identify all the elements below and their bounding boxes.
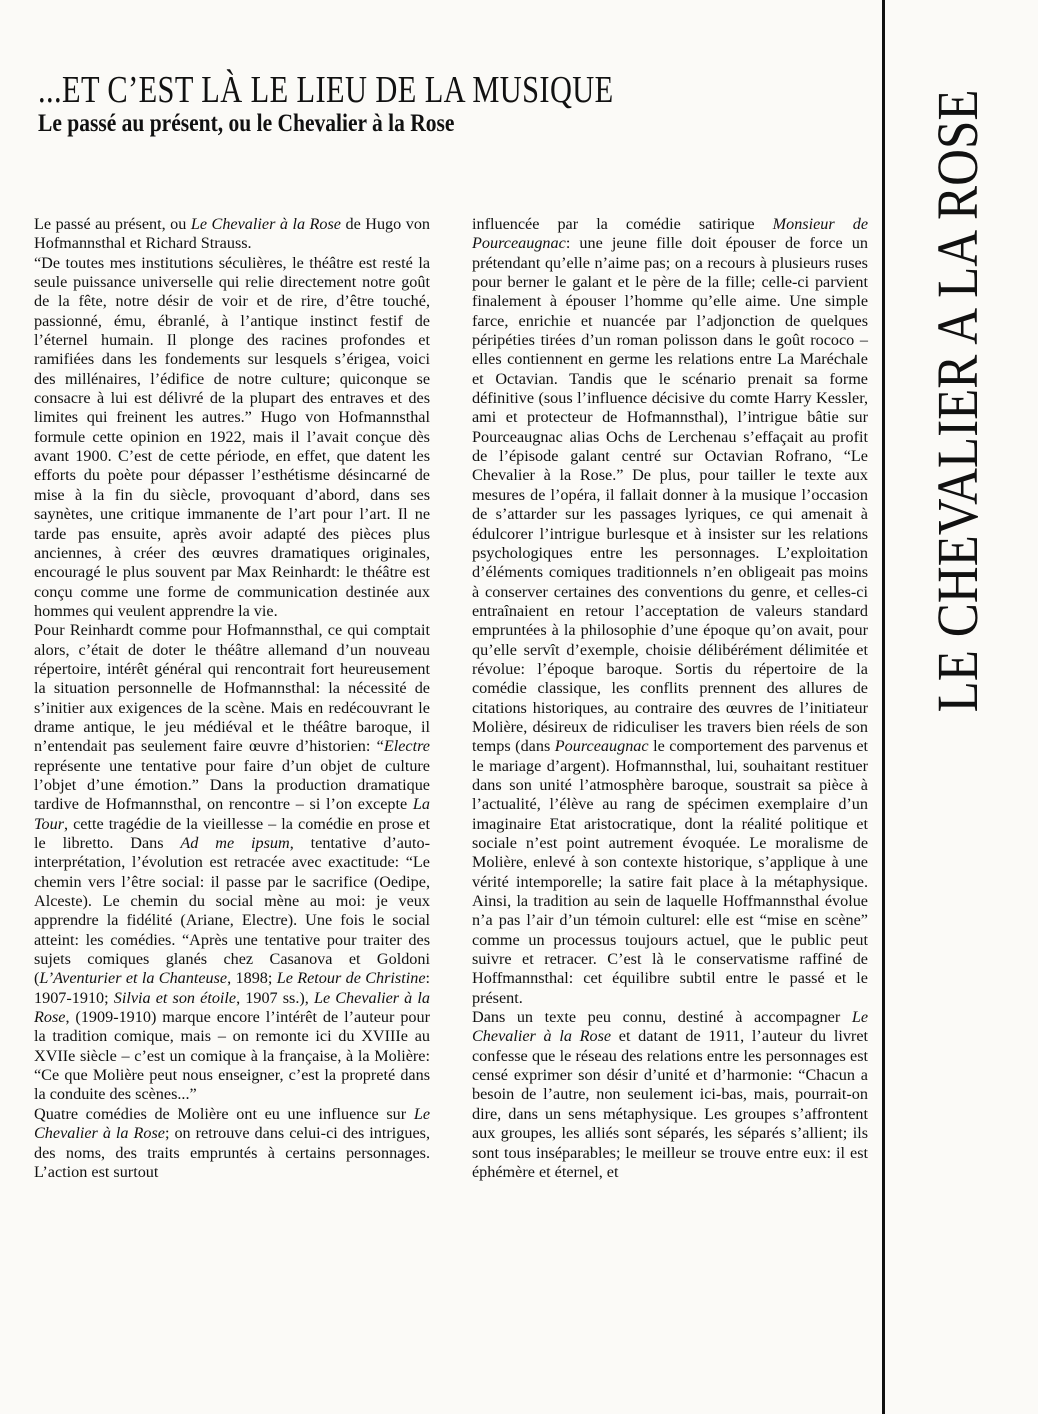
body-text: , 1898; [227, 969, 277, 988]
body-text: Pour Reinhardt comme pour Hofmannsthal, ce qui comptait alors, c’était de doter le théâtre allemand d’un nouveau répertoire, intérêt général qui rencontrait fort heureusement la situation personnelle de Hofmannsthal: la nécessité de s’initier aux exigences de la scène. Mais en redécouvrant le drame antique, le jeu médiéval et le théâtre baroque, il n’entendait pas seulement faire œuvre d’historien: “ [34, 621, 430, 756]
italic-title-text: Monsieur de Pourceaugnac [472, 215, 869, 253]
spine-title-text: LE CHEVALIER A LA ROSE [925, 89, 990, 713]
spine-title [918, 47, 998, 755]
italic-title-text: Silvia et son étoile [113, 988, 237, 1007]
body-text: , cette tragédie de la vieillesse – la comédie en prose et le libretto. Dans [34, 814, 430, 852]
body-text: Dans un texte peu connu, destiné à accompagner [472, 1008, 852, 1027]
body-text: , tentative d’auto-interprétation, l’évolution est retracée avec exactitude: “Le chemin vers l’être social: il passe par le sacrifice (Oedipe, Alceste). Le chemin du social mène au moi: je veux apprendre la fidélité (Ariane, Electre). Une fois le social atteint: les comédies. “Après une tentative pour traiter des sujets comiques glanés chez Casanova et Goldoni ( [34, 834, 431, 988]
article-paragraph [34, 621, 430, 1105]
body-text: représente une tentative pour faire d’un objet de culture l’objet d’une émotion.” Dans la production dramatique tardive de Hofmannsthal, on rencontre – si l’on excepte [34, 756, 430, 814]
body-text: , 1907 ss.), [236, 988, 314, 1007]
article-header [38, 70, 878, 138]
body-text: ; on retrouve dans celui-ci des intrigues, des noms, des traits empruntés à certains personnages. L’action est surtout [34, 1124, 431, 1181]
article-title: ...ET C’EST LÀ LE LIEU DE LA MUSIQUE [38, 69, 614, 111]
body-text: “De toutes mes institutions séculières, le théâtre est resté la seule puissance universelle qui relie directement notre goût de la fête, notre désir de voir et de rire, d’être touché, passionné, ému, ébranlé, à l’antique instinct festif de l’éternel humain. Il plonge des racines profondes et ramifiées dans les fondements sur lesquels s’érigea, voici des millénaires, l’édifice de notre culture; quiconque se consacre à lui est délivré de la plupart des entraves et des limites qui freinent les autres.” Hugo von Hofmannsthal formule cette opinion en 1922, mais il l’avait conçue dès avant 1900. C’est de cette période, en effet, que datent les efforts du poète pour dépasser l’esthétisme désincarné de mise à la fin du siècle, provoquant d’abord, dans ses saynètes, une critique immanente de l’art pour l’art. Il ne tarde pas ensuite, après avoir adapté des pièces plus anciennes, à créer des œuvres dramatiques originales, encouragé le plus souvent par Max Reinhardt: le théâtre est conçu comme une forme de communication destinée aux hommes qui veulent apprendre la vie. [34, 253, 430, 620]
italic-title-text: La Tour [34, 795, 430, 833]
body-text: influencée par la comédie satirique [472, 215, 773, 233]
italic-title-text: Ad me ipsum [180, 834, 290, 852]
body-text: : une jeune fille doit épouser de force un prétendant qu’elle n’aime pas; on a recours à plusieurs ruses pour berner le galant et le père de la fille; celle-ci parvient finalement à épouser l’homme qu’elle aime. Une simple farce, enrichie et nuancée par l’adjonction de quelques péripéties tirées d’un roman polisson dans le goût rococo – elles contiennent en germe les relations entre La Maréchale et Octavian. Tandis que le scénario prenait sa forme définitive (sous l’influence décisive du comte Harry Kessler, ami et protecteur de Hofmannsthal), l’intrigue bâtie sur Pourceaugnac alias Ochs de Lerchenau s’effaçait au profit de l’épisode galant centré sur Octavian Rofrano, “Le Chevalier à la Rose.” De plus, pour tailler le texte aux mesures de l’opéra, il fallait donner à la musique l’occasion de s’attarder sur les passages lyriques, ce qui amenait à édulcorer l’intrigue burlesque et à insister sur les relations psychologiques entre les personnages. L’exploitation d’éléments comiques traditionnels n’en obligeait pas moins à conserver certaines des conventions du genre, et celles-ci entraînaient en retour l’acceptation de valeurs standard empruntées à la philosophie d’une époque qu’on avait, pour qu’elle servît d’exemple, choisie délibérément délimitée et révolue: l’époque baroque. Sortis du répertoire de la comédie classique, les conflits prennent des allures de citations historiques, au contraire des œuvres de l’initiateur Molière, désireux de ridiculiser les travers bien réels de son temps (dans [472, 234, 868, 756]
article-paragraph [472, 1008, 868, 1182]
italic-title-text: Le Retour de Christine [276, 969, 426, 988]
italic-title-text: Le Chevalier à la Rose [34, 1104, 430, 1143]
vertical-divider-rule [882, 0, 885, 1414]
italic-title-text: Le Chevalier à la Rose [34, 988, 430, 1027]
article-paragraph [34, 254, 430, 622]
spine-title-box [918, 70, 998, 732]
body-text: : 1907-1910; [34, 969, 430, 1007]
article-paragraph [472, 215, 868, 1008]
body-text: le comportement des parvenus et le mariage d’argent). Hofmannsthal, lui, souhaitant restituer dans son unité l’atmosphère baroque, soustrait sa pièce à l’actualité, l’élève au rang de spécimen exemplaire d’un imaginaire Etat aristocratique, dont la réalité politique et sociale n’est point autrement évoquée. Le moralisme de Molière, enlevé à son contexte historique, s’applique à une vérité intemporelle; la satire fait place à la métaphysique. Ainsi, la tradition au sein de laquelle Hoffmannsthal évolue n’a pas l’air d’un témoin culturel: elle est “mise en scène” comme un processus toujours actuel, que le public peut suivre et retracer. C’est là le conservatisme raffiné de Hoffmannsthal: cet équilibre subtil entre le passé et le présent. [472, 737, 869, 1007]
body-text: , (1909-1910) marque encore l’intérêt de l’auteur pour la tradition comique, mais – on remonte ici du XVIIIe au XVIIe siècle – c’est un comique à la française, à la Molière: “Ce que Molière peut nous enseigner, c’est la propreté dans la conduite des scènes...” [34, 1008, 430, 1104]
italic-title-text: Pourceaugnac [554, 737, 649, 756]
italic-title-text: L’Aventurier et la Chanteuse [39, 969, 228, 988]
italic-title-text: Le Chevalier à la Rose [472, 1008, 868, 1046]
body-text: et datant de 1911, l’auteur du livret confesse que le réseau des relations entre les personnages est censé exprimer son désir d’unité et d’harmonie: “Chacun a besoin de l’autre, non seulement ici-bas, mais, pourrait-on dire, dans un sens métaphysique. Les groupes s’affrontent aux groupes, les alliés sont séparés, les séparés s’allient; ils sont tous inséparables; le meilleur se trouve entre eux: il est éphémère et éternel, et [472, 1027, 869, 1181]
article-paragraph [34, 215, 430, 254]
article-column-right [472, 215, 868, 1182]
body-text: Le passé au présent, ou [34, 215, 191, 233]
article-paragraph [34, 1105, 430, 1182]
article-subtitle: Le passé au présent, ou le Chevalier à la Rose [38, 110, 455, 137]
body-text: de Hugo von Hofmannsthal et Richard Strauss. [34, 215, 431, 253]
italic-title-text: Le Chevalier à la Rose [190, 215, 341, 233]
italic-title-text: Electre [383, 737, 430, 756]
article-column-left [34, 215, 430, 1182]
body-text: Quatre comédies de Molière ont eu une influence sur [34, 1104, 414, 1123]
